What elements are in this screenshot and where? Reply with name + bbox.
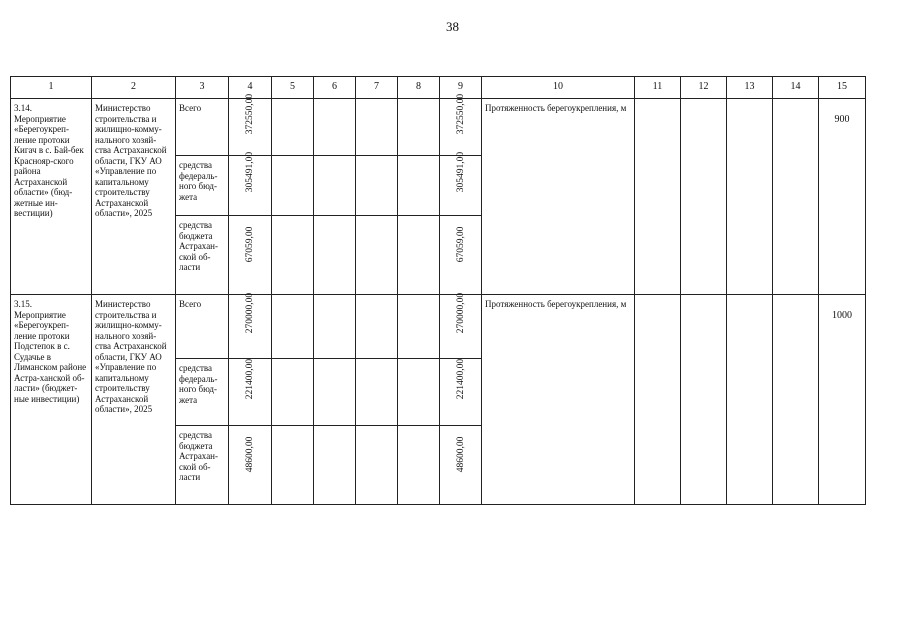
amount-col9: 48600,00 (440, 426, 482, 505)
col-header: 14 (773, 77, 819, 99)
col-header: 8 (398, 77, 440, 99)
amount-col4: 48600,00 (229, 426, 272, 505)
col-header: 6 (314, 77, 356, 99)
amount-col9: 67059,00 (440, 216, 482, 295)
page-number: 38 (446, 19, 459, 34)
target-value: 1000 (819, 295, 866, 505)
col-header: 3 (176, 77, 229, 99)
executor-cell: Министерство строительства и жилищно-комму-нального хозяй-ства Астраханской области, ГКУ АО «Управление по капитальному строительству Астраханской области», 2025 (92, 295, 176, 505)
col-header: 1 (11, 77, 92, 99)
measure-id: 3.15. (14, 299, 32, 309)
amount-col9: 270000,00 (440, 295, 482, 359)
program-table (10, 76, 866, 505)
funding-source: средства бюджета Астрахан-ской об-ласти (176, 426, 229, 505)
funding-source: средства бюджета Астрахан-ской об-ласти (176, 216, 229, 295)
measure-id: 3.14. (14, 103, 32, 113)
amount-col9: 221400,00 (440, 359, 482, 426)
target-value: 900 (819, 99, 866, 295)
col-header: 7 (356, 77, 398, 99)
table-row (11, 99, 866, 156)
indicator-cell: Протяженность берегоукрепления, м (482, 295, 635, 505)
amount-col4: 221400,00 (229, 359, 272, 426)
amount-col9: 305491,00 (440, 156, 482, 216)
col-header: 13 (727, 77, 773, 99)
executor-cell: Министерство строительства и жилищно-комму-нального хозяй-ства Астраханской области, ГКУ АО «Управление по капитальному строительству Астраханской области», 2025 (92, 99, 176, 295)
funding-source: средства федераль-ного бюд-жета (176, 156, 229, 216)
measure-cell (11, 99, 92, 295)
col-header: 15 (819, 77, 866, 99)
col-header: 12 (681, 77, 727, 99)
measure-name: Мероприятие «Берегоукреп-ление протоки Кигач в с. Бай-бек Краснояр-ского района Астраханской области» (бюд-жетные ин-вестиции) (14, 113, 84, 218)
col-header: 4 (229, 77, 272, 99)
measure-cell (11, 295, 92, 505)
amount-col4: 67059,00 (229, 216, 272, 295)
amount-col9: 372550,00 (440, 99, 482, 156)
col-header: 10 (482, 77, 635, 99)
amount-col4: 372550,00 (229, 99, 272, 156)
indicator-cell: Протяженность берегоукрепления, м (482, 99, 635, 295)
amount-col4: 305491,00 (229, 156, 272, 216)
funding-source: Всего (176, 99, 229, 156)
funding-source: Всего (176, 295, 229, 359)
amount-col4: 270000,00 (229, 295, 272, 359)
measure-name: Мероприятие «Берегоукреп-ление протоки Подстепок в с. Судачье в Лиманском районе Астра-ханской об-ласти» (бюджет-ные инвестиции) (14, 309, 87, 404)
table-row (11, 295, 866, 359)
header-row (11, 77, 866, 99)
col-header: 9 (440, 77, 482, 99)
col-header: 5 (272, 77, 314, 99)
col-header: 2 (92, 77, 176, 99)
funding-source: средства федераль-ного бюд-жета (176, 359, 229, 426)
col-header: 11 (635, 77, 681, 99)
